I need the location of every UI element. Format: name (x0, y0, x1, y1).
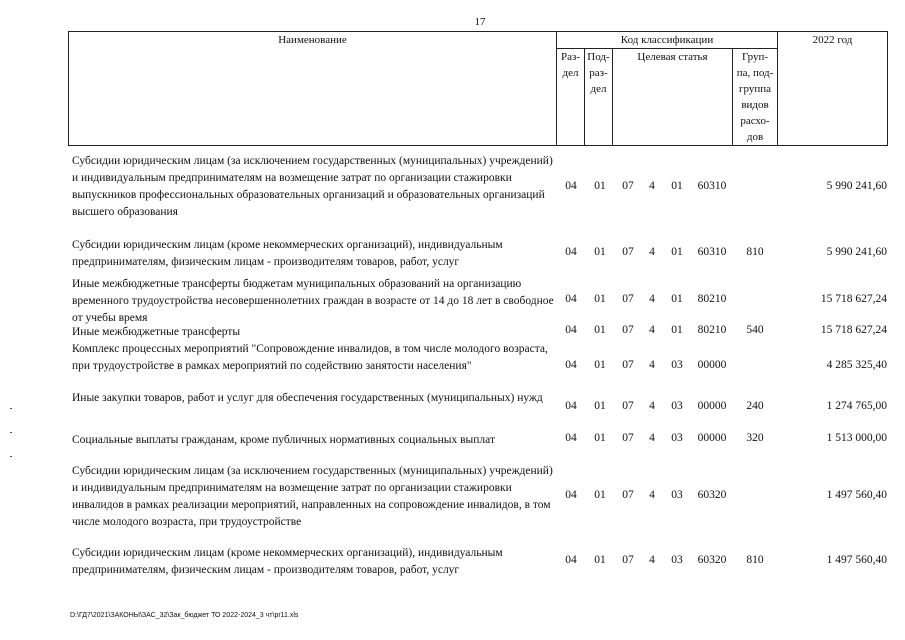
row-amount: 4 285 325,40 (826, 359, 887, 371)
row-cs-type: 4 (649, 293, 655, 305)
row-cs-program: 07 (622, 400, 634, 412)
header-section: Раз- дел (557, 49, 585, 146)
binding-mark (10, 408, 12, 409)
row-cs-direction: 80210 (697, 324, 727, 336)
row-cs-group: 01 (671, 324, 683, 336)
row-cs-type: 4 (649, 489, 655, 501)
row-amount: 15 718 627,24 (820, 293, 887, 305)
row-cs-group: 03 (671, 432, 683, 444)
row-subsection: 01 (594, 359, 606, 371)
row-subsection: 01 (594, 554, 606, 566)
header-year: 2022 год (778, 32, 888, 146)
row-subsection: 01 (594, 489, 606, 501)
row-cs-program: 07 (622, 293, 634, 305)
row-cs-group: 03 (671, 400, 683, 412)
row-section: 04 (565, 180, 577, 192)
row-cs-program: 07 (622, 180, 634, 192)
row-name: Субсидии юридическим лицам (за исключением государственных (муниципальных) учреждений) и индивидуальным предпринимателям на возмещение затрат по организации стажировки выпускников профессиональных образовательных организаций и образовательных организаций высшего образования (72, 155, 553, 218)
row-expense-group: 240 (746, 400, 764, 412)
row-expense-group: 810 (746, 554, 764, 566)
row-cs-group: 01 (671, 293, 683, 305)
row-amount: 1 513 000,00 (826, 432, 887, 444)
row-amount: 5 990 241,60 (826, 246, 887, 258)
row-subsection: 01 (594, 293, 606, 305)
row-amount: 1 497 560,40 (826, 554, 887, 566)
row-cs-group: 03 (671, 554, 683, 566)
row-section: 04 (565, 359, 577, 371)
binding-mark (10, 432, 12, 433)
header-classification: Код классификации (557, 32, 778, 49)
row-amount: 1 274 765,00 (826, 400, 887, 412)
row-name: Субсидии юридическим лицам (кроме некоммерческих организаций), индивидуальным предпринимателям, физическим лицам - производителям товаров, работ, услуг (72, 239, 503, 268)
page-number: 17 (474, 16, 486, 28)
row-cs-group: 03 (671, 359, 683, 371)
row-section: 04 (565, 324, 577, 336)
row-cs-type: 4 (649, 432, 655, 444)
row-cs-direction: 60320 (697, 554, 727, 566)
row-expense-group: 810 (746, 246, 764, 258)
row-subsection: 01 (594, 246, 606, 258)
row-cs-direction: 80210 (697, 293, 727, 305)
row-expense-group: 540 (746, 324, 764, 336)
row-cs-group: 01 (671, 180, 683, 192)
row-cs-type: 4 (649, 246, 655, 258)
row-name: Иные межбюджетные трансферты бюджетам муниципальных образований на организацию временного трудоустройства несовершеннолетних граждан в возрасте от 14 до 18 лет в свободное от учебы время (72, 278, 554, 324)
row-cs-direction: 00000 (697, 400, 727, 412)
header-target-article: Целевая статья (613, 49, 733, 146)
row-cs-program: 07 (622, 489, 634, 501)
row-section: 04 (565, 400, 577, 412)
row-name: Иные межбюджетные трансферты (72, 326, 241, 338)
row-cs-type: 4 (649, 554, 655, 566)
row-name: Иные закупки товаров, работ и услуг для обеспечения государственных (муниципальных) нужд (72, 392, 543, 404)
header-name: Наименование (69, 32, 557, 146)
row-subsection: 01 (594, 180, 606, 192)
row-section: 04 (565, 432, 577, 444)
row-cs-program: 07 (622, 432, 634, 444)
row-subsection: 01 (594, 400, 606, 412)
row-expense-group: 320 (746, 432, 764, 444)
row-cs-direction: 60310 (697, 180, 727, 192)
row-section: 04 (565, 554, 577, 566)
row-cs-program: 07 (622, 554, 634, 566)
row-cs-program: 07 (622, 324, 634, 336)
row-amount: 1 497 560,40 (826, 489, 887, 501)
row-cs-group: 01 (671, 246, 683, 258)
row-cs-type: 4 (649, 400, 655, 412)
row-name: Комплекс процессных мероприятий "Сопровождение инвалидов, в том числе молодого возраста, при трудоустройстве в рамках мероприятий по содействию занятости населения" (72, 343, 548, 372)
row-name: Социальные выплаты гражданам, кроме публичных нормативных социальных выплат (72, 434, 495, 446)
row-subsection: 01 (594, 324, 606, 336)
row-cs-type: 4 (649, 359, 655, 371)
row-cs-direction: 60310 (697, 246, 727, 258)
row-cs-direction: 00000 (697, 359, 727, 371)
row-cs-direction: 00000 (697, 432, 727, 444)
row-cs-program: 07 (622, 246, 634, 258)
file-path-footer: D:\ГД7\2021\ЗАКОНЫ\ЗАС_32\Зак_бюджет ТО 2022-2024_3 чт\pr11.xls (70, 612, 299, 619)
row-amount: 5 990 241,60 (826, 180, 887, 192)
row-section: 04 (565, 293, 577, 305)
header-subsection: Под- раз- дел (585, 49, 613, 146)
row-section: 04 (565, 489, 577, 501)
row-cs-type: 4 (649, 324, 655, 336)
row-cs-type: 4 (649, 180, 655, 192)
row-amount: 15 718 627,24 (820, 324, 887, 336)
row-name: Субсидии юридическим лицам (за исключением государственных (муниципальных) учреждений) и индивидуальным предпринимателям на возмещение затрат по организации стажировки инвалидов в рамках реализации мероприятий, направленных на сопровождение инвалидов, в том числе молодого возраста, при трудоустройстве (72, 465, 553, 528)
row-name: Субсидии юридическим лицам (кроме некоммерческих организаций), индивидуальным предпринимателям, физическим лицам - производителям товаров, работ, услуг (72, 547, 503, 576)
row-cs-group: 03 (671, 489, 683, 501)
binding-mark (10, 456, 12, 457)
row-cs-direction: 60320 (697, 489, 727, 501)
row-subsection: 01 (594, 432, 606, 444)
row-cs-program: 07 (622, 359, 634, 371)
row-section: 04 (565, 246, 577, 258)
header-group: Груп- па, под- группа видов расхо- дов (733, 49, 778, 146)
